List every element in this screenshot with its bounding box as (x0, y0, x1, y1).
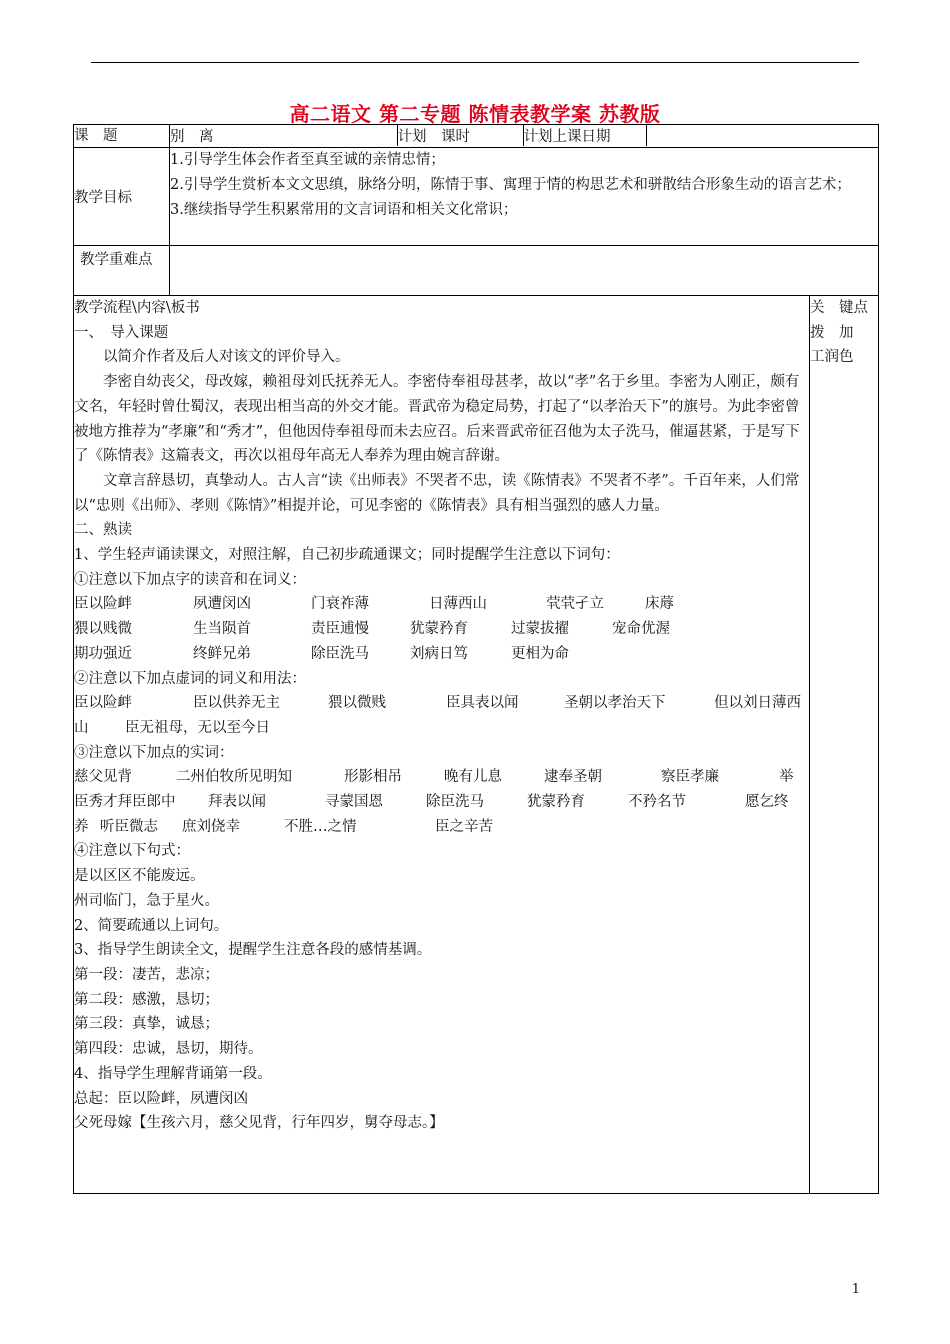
phrase-row (74, 691, 809, 716)
phrase: 门衰祚薄 (311, 596, 369, 613)
phrase: 不矜名节 (628, 794, 686, 811)
phrase: 猥以微贱 (328, 695, 386, 712)
difficulties-row (74, 246, 879, 296)
phrase-row (74, 617, 809, 642)
paragraph: 李密自幼丧父，母改嫁，赖祖母刘氏抚养无人。李密侍奉祖母甚孝，故以“孝”名于乡里。李密为人刚正，颇有文名，年轻时曾仕蜀汉，表现出相当高的外交才能。晋武帝为稳定局势，打起了“以孝治天下”的旗号。为此李密曾被地方推荐为“孝廉”和“秀才”，但他因侍奉祖母而未去应召。后来晋武帝征召他为太子洗马，催逼甚紧，于是写下了《陈情表》这篇表文，再次以祖母年高无人奉养为理由婉言辞谢。 (74, 374, 800, 465)
phrase: 拜表以闻 (208, 794, 266, 811)
phrase: 责臣逋慢 (311, 621, 369, 638)
sidebar-notes: 关 键点拨 加 工润色 (810, 296, 879, 1194)
phrase: 寻蒙国恩 (325, 794, 383, 811)
phrase: 举 (779, 769, 794, 786)
sub-instruction: ②注意以下加点虚词的词义和用法： (74, 670, 306, 687)
phrase: 庶刘侥幸 (182, 818, 240, 835)
phrase: 听臣微志 (100, 818, 158, 835)
difficulties-label: 教学重难点 (74, 246, 170, 296)
paragraph-tone: 第二段：感激，恳切； (74, 991, 219, 1008)
phrase: 慈父见背 (74, 769, 132, 786)
phrase: 床蓐 (645, 596, 674, 613)
plan-date-label: 计划上课日期 (523, 125, 646, 146)
page-number: 1 (851, 1282, 860, 1297)
paragraph-tone: 第三段：真挚，诚恳； (74, 1016, 219, 1033)
difficulties-value (170, 246, 879, 296)
phrase: 生当陨首 (193, 621, 251, 638)
plan-hours-label: 计划 课时 (397, 125, 523, 146)
summary-line: 总起：臣以险衅，夙遭闵凶 (74, 1090, 248, 1107)
paragraph-tone: 第一段：凄苦，悲凉； (74, 966, 219, 983)
paragraph-tone: 第四段：忠诚，恳切，期待。 (74, 1041, 263, 1058)
phrase: 臣以供养无主 (193, 695, 280, 712)
header-rule (91, 62, 859, 63)
phrase: 终鲜兄弟 (193, 645, 251, 662)
phrase: 臣秀才拜臣郎中 (74, 794, 176, 811)
topic-label: 课 题 (74, 125, 170, 148)
paragraph: 文章言辞恳切，真挚动人。古人言“读《出师表》不哭者不忠，读《陈情表》不哭者不孝”。千百年来，人们常以“忠则《出师》、孝则《陈情》”相提并论，可见李密的《陈情表》具有相当强烈的感人力量。 (74, 472, 800, 514)
section-title: 二、熟读 (74, 522, 132, 539)
document-title: 高二语文 第二专题 陈情表教学案 苏教版 (289, 102, 661, 126)
phrase: 茕茕孑立 (546, 596, 604, 613)
phrase: 宠命优渥 (612, 621, 670, 638)
phrase: 日薄西山 (429, 596, 487, 613)
phrase: 愿乞终 (745, 794, 789, 811)
sub-instruction: ④注意以下句式： (74, 843, 190, 860)
phrase: 臣以险衅 (74, 596, 132, 613)
phrase: 但以刘日薄西 (714, 695, 801, 712)
sub-instruction: ③注意以下加点的实词： (74, 744, 234, 761)
phrase: 夙遭闵凶 (193, 596, 251, 613)
phrase: 晚有儿息 (444, 769, 502, 786)
phrase-row (74, 592, 809, 617)
phrase: 察臣孝廉 (661, 769, 719, 786)
phrase: 臣以险衅 (74, 695, 132, 712)
header-inner (170, 125, 878, 146)
phrase-row (74, 790, 809, 815)
phrase: 逮奉圣朝 (544, 769, 602, 786)
phrase: 臣无祖母，无以至今日 (125, 719, 270, 736)
phrase: 更相为命 (511, 645, 569, 662)
paragraph: 以简介作者及后人对该文的评价导入。 (103, 349, 350, 366)
phrase: 臣具表以闻 (446, 695, 519, 712)
objectives-label: 教学目标 (74, 148, 170, 246)
phrase: 不胜…之情 (284, 818, 357, 835)
topic-value: 别 离 (170, 125, 397, 146)
sub-instruction: ①注意以下加点字的读音和在词义： (74, 571, 306, 588)
plan-date-value (646, 125, 878, 146)
sentence: 州司临门，急于星火。 (74, 892, 219, 909)
sentence: 是以区区不能废远。 (74, 868, 205, 885)
phrase: 二州伯牧所见明知 (176, 769, 292, 786)
objective-item: 2.引导学生赏析本文文思缜，脉络分明，陈情于事、寓理于情的构思艺术和骈散结合形象生动的语言艺术； (170, 177, 851, 193)
instruction: 3、指导学生朗读全文，提醒学生注意各段的感情基调。 (74, 942, 432, 959)
phrase: 过蒙拔擢 (511, 621, 569, 638)
summary-line: 父死母嫁【生孩六月，慈父见背，行年四岁，舅夺母志。】 (74, 1115, 444, 1132)
phrase: 刘病日笃 (410, 645, 468, 662)
content-row (74, 296, 879, 1194)
phrase-row (74, 642, 809, 667)
phrase: 养 (74, 818, 89, 835)
phrase: 圣朝以孝治天下 (564, 695, 666, 712)
header-row (74, 125, 879, 148)
phrase-row (74, 765, 809, 790)
instruction: 2、简要疏通以上词句。 (74, 917, 229, 934)
phrase: 期功强近 (74, 645, 132, 662)
instruction: 4、指导学生理解背诵第一段。 (74, 1065, 272, 1082)
phrase: 臣之辛苦 (435, 818, 493, 835)
phrase-row (74, 815, 809, 840)
instruction: 1、学生轻声诵读课文，对照注解，自己初步疏通课文；同时提醒学生注意以下词句： (74, 547, 620, 564)
phrase: 犹蒙矜育 (527, 794, 585, 811)
teaching-content (74, 296, 810, 1194)
phrase: 犹蒙矜育 (410, 621, 468, 638)
phrase: 猥以贱微 (74, 621, 132, 638)
objective-item: 1.引导学生体会作者至真至诚的亲情忠情； (170, 152, 445, 168)
lesson-plan-table (73, 124, 879, 1194)
phrase-row (74, 716, 809, 741)
objectives-row (74, 148, 879, 246)
phrase: 除臣洗马 (426, 794, 484, 811)
section-title: 一、 导入课题 (74, 324, 169, 341)
content-heading: 教学流程\内容\板书 (74, 300, 200, 316)
phrase: 形影相吊 (344, 769, 402, 786)
phrase: 除臣洗马 (311, 645, 369, 662)
phrase: 山 (74, 719, 89, 736)
objective-item: 3.继续指导学生积累常用的文言词语和相关文化常识； (170, 202, 518, 218)
